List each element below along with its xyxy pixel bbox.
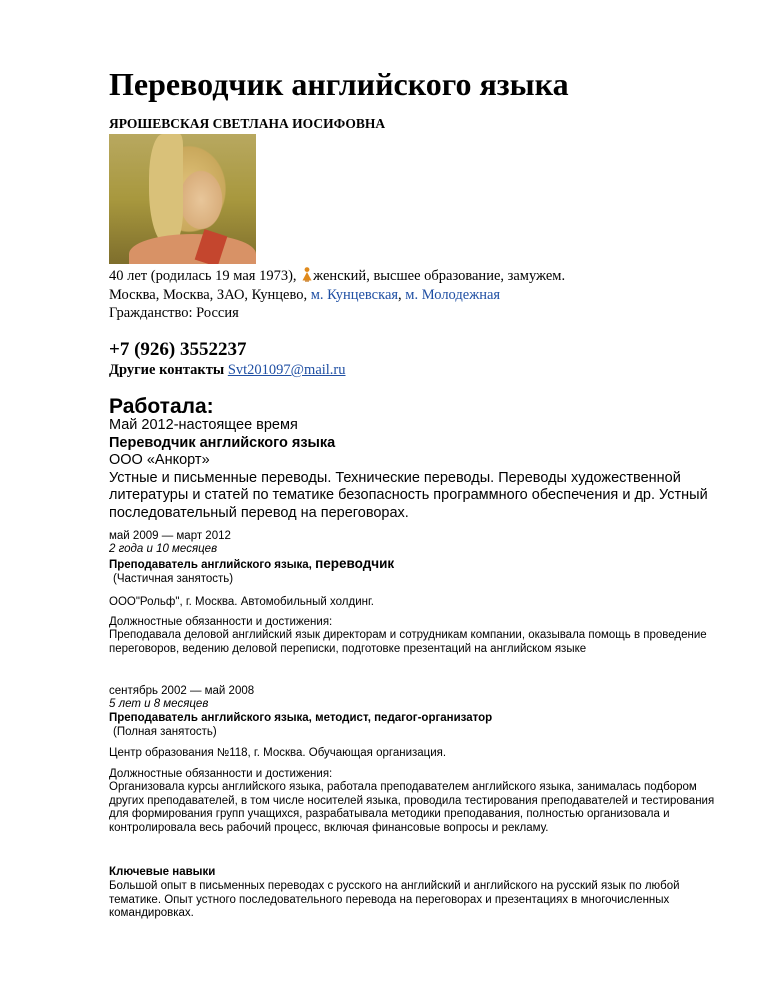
job-2-duration: 2 года и 10 месяцев <box>109 543 218 555</box>
skills-heading: Ключевые навыки <box>109 866 216 878</box>
job-2-position-title: Преподаватель английского языка, <box>109 559 312 571</box>
other-contacts-line <box>109 362 346 379</box>
job-2-position <box>109 557 719 573</box>
gender-education-text: женский, высшее образование, замужем. <box>313 268 566 284</box>
experience-heading: Работала: <box>109 395 214 418</box>
job-3-duties-label: Должностные обязанности и достижения: <box>109 768 333 780</box>
metro-link-kuntsevskaya[interactable]: м. Кунцевская <box>310 286 399 303</box>
age-text: 40 лет (родилась 19 мая 1973), <box>109 268 297 284</box>
job-1 <box>109 417 719 522</box>
job-2-duties-label: Должностные обязанности и достижения: <box>109 616 333 628</box>
job-3-position: Преподаватель английского языка, методист, педагог-организатор <box>109 712 493 724</box>
job-1-description: Устные и письменные переводы. Технические переводы. Переводы художественной литературы и статей по тематике безопасность программного обеспечения и др. Устный последовательный перевод на переговорах. <box>109 469 708 521</box>
location-line <box>109 286 719 305</box>
page-title: Переводчик английского языка <box>109 66 569 102</box>
age-gender-line <box>109 267 719 286</box>
metro-separator: , <box>398 286 402 303</box>
metro-link-molodezhnaya[interactable]: м. Молодежная <box>405 286 501 303</box>
job-2-period: май 2009 — март 2012 <box>109 530 231 542</box>
phone-number: +7 (926) 3552237 <box>109 339 247 360</box>
email-link[interactable]: Svt201097@mail.ru <box>227 362 346 378</box>
job-3-employment: (Полная занятость) <box>113 726 217 738</box>
job-1-position: Переводчик английского языка <box>109 434 336 451</box>
profile-info <box>109 267 719 323</box>
job-1-company: ООО «Анкорт» <box>109 452 210 468</box>
job-3-duration: 5 лет и 8 месяцев <box>109 698 209 710</box>
profile-photo <box>109 134 256 264</box>
job-2-employment: (Частичная занятость) <box>113 573 234 585</box>
female-icon <box>302 267 312 282</box>
job-3-company: Центр образования №118, г. Москва. Обучающая организация. <box>109 747 447 759</box>
full-name: ЯРОШЕВСКАЯ СВЕТЛАНА ИОСИФОВНА <box>109 116 386 131</box>
job-3-duties: Организовала курсы английского языка, работала преподавателем английского языка, занималась подбором других преподавателей, в том числе носителей языка, проводила тестирования преподавателей и тестирования для формирования групп учащихся, разрабатывала методики преподавания, полностью организовала и контролировала весь рабочий процесс, включая финансовые вопросы и рекламу. <box>109 781 715 834</box>
job-1-period: Май 2012-настоящее время <box>109 417 298 433</box>
job-2-position-translator: переводчик <box>315 556 395 571</box>
job-2-company: ООО"Рольф", г. Москва. Автомобильный холдинг. <box>109 596 374 608</box>
location-text: Москва, Москва, ЗАО, Кунцево, <box>109 286 308 303</box>
job-3-period: сентябрь 2002 — май 2008 <box>109 685 255 697</box>
job-2-duties: Преподавала деловой английский язык директорам и сотрудникам компании, оказывала помощь в проведение переговоров, ведению деловой переписки, подготовке презентаций на английском языке <box>109 629 707 655</box>
other-contacts-label: Другие контакты <box>109 362 225 378</box>
citizenship: Гражданство: Россия <box>109 305 239 321</box>
skills-text: Большой опыт в письменных переводах с русского на английский и английского на русский язык по любой тематике. Опыт устного последовательного перевода на переговорах и презентациях в многочисленных командировках. <box>109 880 680 919</box>
